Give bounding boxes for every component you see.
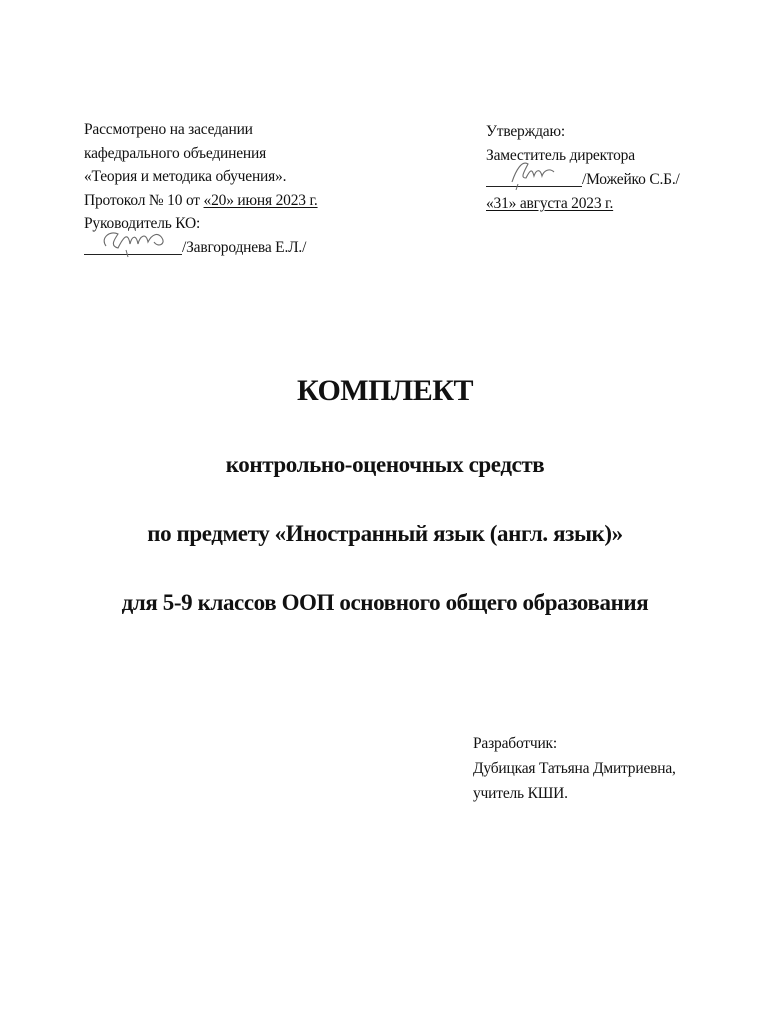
signature-blank bbox=[486, 168, 582, 187]
head-name: /Завгороднева Е.Л./ bbox=[182, 238, 307, 256]
director-name: /Можейко С.Б./ bbox=[582, 171, 680, 188]
approval-date: «31» августа 2023 г. bbox=[486, 195, 614, 212]
head-signature-line bbox=[84, 236, 414, 260]
director-approval-block bbox=[486, 120, 746, 216]
protocol-date: «20» июня 2023 г. bbox=[203, 191, 318, 209]
developer-block bbox=[473, 731, 753, 806]
developer-name: Дубицкая Татьяна Дмитриевна, bbox=[473, 760, 676, 777]
director-signature-line bbox=[486, 168, 746, 192]
approval-line-1: Рассмотрено на заседании bbox=[84, 121, 253, 138]
handwritten-signature-icon bbox=[96, 224, 176, 258]
deputy-director-label: Заместитель директора bbox=[486, 147, 635, 164]
developer-label: Разработчик: bbox=[473, 735, 557, 752]
handwritten-signature-icon bbox=[498, 156, 568, 190]
approve-label: Утверждаю: bbox=[486, 123, 565, 140]
approval-line-2: кафедрального объединения bbox=[84, 144, 267, 162]
protocol-line bbox=[84, 189, 414, 213]
document-subtitle-2: по предмету «Иностранный язык (англ. язык)» bbox=[147, 521, 623, 546]
developer-position: учитель КШИ. bbox=[473, 785, 568, 802]
approval-line-3: «Теория и методика обучения». bbox=[84, 168, 287, 185]
document-title: КОМПЛЕКТ bbox=[296, 374, 474, 407]
protocol-prefix: Протокол № 10 от bbox=[84, 191, 204, 209]
document-subtitle-1: контрольно-оценочных средств bbox=[225, 452, 545, 477]
signature-blank bbox=[84, 236, 182, 255]
head-label: Руководитель КО: bbox=[84, 215, 201, 232]
document-subtitle-3: для 5-9 классов ООП основного общего образования bbox=[121, 590, 649, 615]
department-approval-block bbox=[84, 118, 414, 259]
